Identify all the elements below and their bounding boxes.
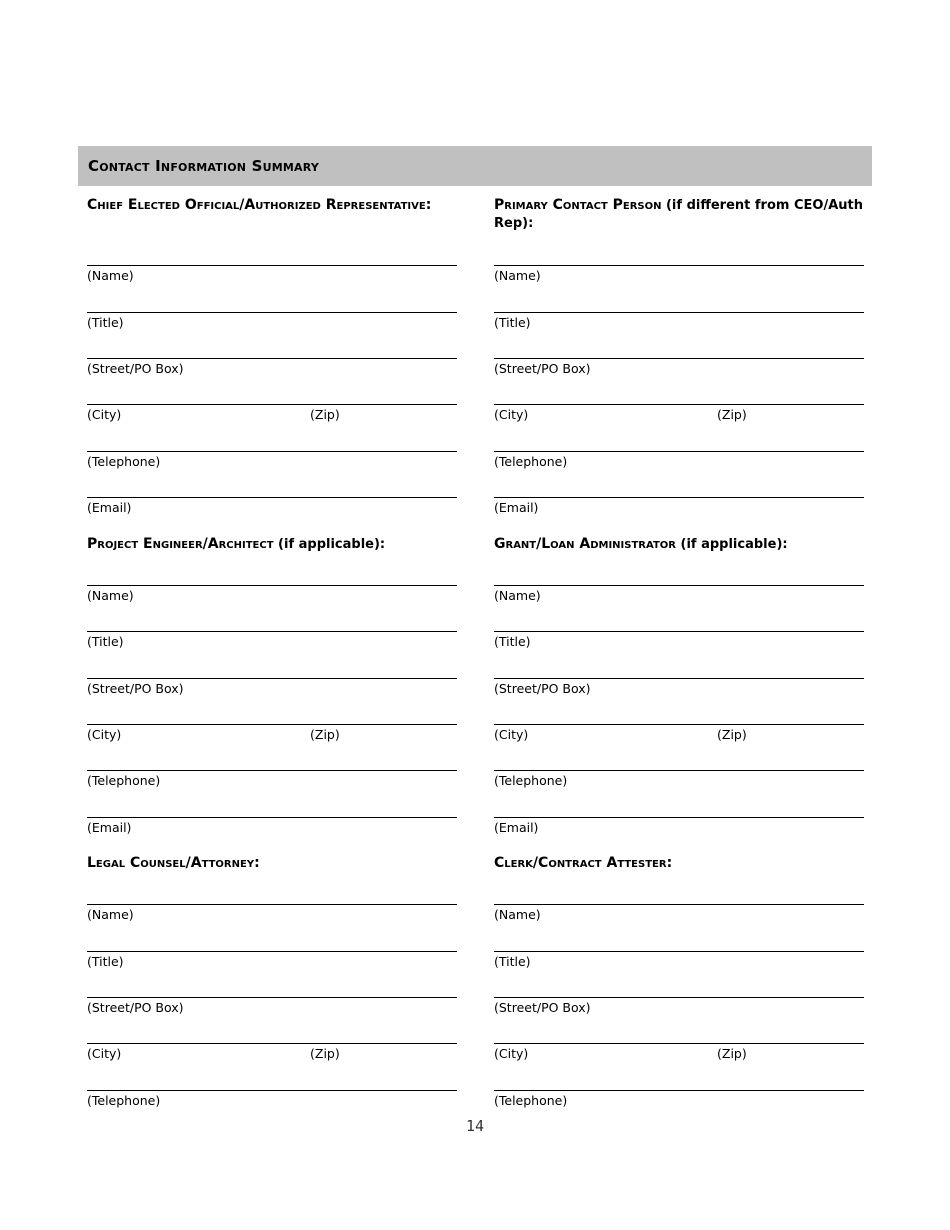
zip-label: (Zip): [717, 407, 747, 422]
telephone-label: (Telephone): [494, 454, 568, 469]
name-label: (Name): [87, 588, 134, 603]
telephone-label: (Telephone): [87, 1093, 161, 1108]
zip-label: (Zip): [310, 727, 340, 742]
title-label: (Title): [494, 954, 531, 969]
name-label: (Name): [87, 268, 134, 283]
email-label: (Email): [87, 820, 132, 835]
city-zip-field[interactable]: [494, 1043, 864, 1044]
name-field[interactable]: [87, 265, 457, 266]
section-banner: [78, 146, 872, 186]
name-label: (Name): [494, 907, 541, 922]
email-field[interactable]: [87, 817, 457, 818]
city-label: (City): [87, 1046, 122, 1061]
name-field[interactable]: [494, 904, 864, 905]
city-label: (City): [87, 407, 122, 422]
title-field[interactable]: [494, 951, 864, 952]
page-title: Contact Information Summary: [88, 157, 320, 175]
zip-label: (Zip): [717, 1046, 747, 1061]
telephone-field[interactable]: [494, 770, 864, 771]
heading-note: (if applicable):: [675, 537, 788, 552]
email-label: (Email): [494, 500, 539, 515]
title-label: (Title): [87, 634, 124, 649]
email-label: (Email): [87, 500, 132, 515]
section-heading-grant: [494, 535, 864, 554]
name-field[interactable]: [494, 585, 864, 586]
zip-label: (Zip): [717, 727, 747, 742]
email-field[interactable]: [87, 497, 457, 498]
telephone-field[interactable]: [87, 770, 457, 771]
telephone-field[interactable]: [87, 1090, 457, 1091]
title-field[interactable]: [494, 312, 864, 313]
street-field[interactable]: [87, 358, 457, 359]
city-zip-field[interactable]: [494, 404, 864, 405]
street-field[interactable]: [87, 678, 457, 679]
heading-text: Clerk/Contract Attester:: [494, 855, 673, 871]
street-field[interactable]: [87, 997, 457, 998]
city-zip-field[interactable]: [87, 1043, 457, 1044]
telephone-field[interactable]: [494, 1090, 864, 1091]
street-field[interactable]: [494, 997, 864, 998]
zip-label: (Zip): [310, 1046, 340, 1061]
name-field[interactable]: [87, 904, 457, 905]
city-label: (City): [494, 1046, 529, 1061]
city-label: (City): [87, 727, 122, 742]
street-label: (Street/PO Box): [87, 1000, 184, 1015]
email-field[interactable]: [494, 497, 864, 498]
title-field[interactable]: [494, 631, 864, 632]
section-heading-primary: [494, 196, 864, 233]
name-field[interactable]: [87, 585, 457, 586]
title-label: (Title): [494, 315, 531, 330]
name-field[interactable]: [494, 265, 864, 266]
city-zip-field[interactable]: [494, 724, 864, 725]
email-field[interactable]: [494, 817, 864, 818]
name-label: (Name): [494, 268, 541, 283]
street-field[interactable]: [494, 678, 864, 679]
page-number: 14: [465, 1117, 485, 1135]
section-heading-legal: [87, 854, 457, 873]
heading-note: (if applicable):: [273, 537, 386, 552]
heading-text: Primary Contact Person: [494, 197, 662, 213]
telephone-label: (Telephone): [87, 454, 161, 469]
city-label: (City): [494, 407, 529, 422]
street-label: (Street/PO Box): [87, 681, 184, 696]
section-heading-ceo: [87, 196, 457, 215]
title-label: (Title): [494, 634, 531, 649]
telephone-label: (Telephone): [87, 773, 161, 788]
heading-text: Chief Elected Official/Authorized Representative:: [87, 197, 432, 213]
street-label: (Street/PO Box): [494, 361, 591, 376]
heading-text: Legal Counsel/Attorney:: [87, 855, 260, 871]
email-label: (Email): [494, 820, 539, 835]
street-label: (Street/PO Box): [494, 1000, 591, 1015]
name-label: (Name): [87, 907, 134, 922]
telephone-field[interactable]: [494, 451, 864, 452]
telephone-field[interactable]: [87, 451, 457, 452]
street-label: (Street/PO Box): [494, 681, 591, 696]
heading-text: Grant/Loan Administrator: [494, 536, 676, 552]
city-zip-field[interactable]: [87, 404, 457, 405]
title-field[interactable]: [87, 312, 457, 313]
street-label: (Street/PO Box): [87, 361, 184, 376]
section-heading-clerk: [494, 854, 864, 873]
title-field[interactable]: [87, 951, 457, 952]
city-zip-field[interactable]: [87, 724, 457, 725]
section-heading-engineer: [87, 535, 457, 554]
heading-text: Project Engineer/Architect: [87, 536, 274, 552]
title-label: (Title): [87, 315, 124, 330]
city-label: (City): [494, 727, 529, 742]
title-label: (Title): [87, 954, 124, 969]
name-label: (Name): [494, 588, 541, 603]
telephone-label: (Telephone): [494, 773, 568, 788]
title-field[interactable]: [87, 631, 457, 632]
street-field[interactable]: [494, 358, 864, 359]
zip-label: (Zip): [310, 407, 340, 422]
telephone-label: (Telephone): [494, 1093, 568, 1108]
heading-note: (if different from CEO/Auth Rep):: [494, 198, 863, 231]
